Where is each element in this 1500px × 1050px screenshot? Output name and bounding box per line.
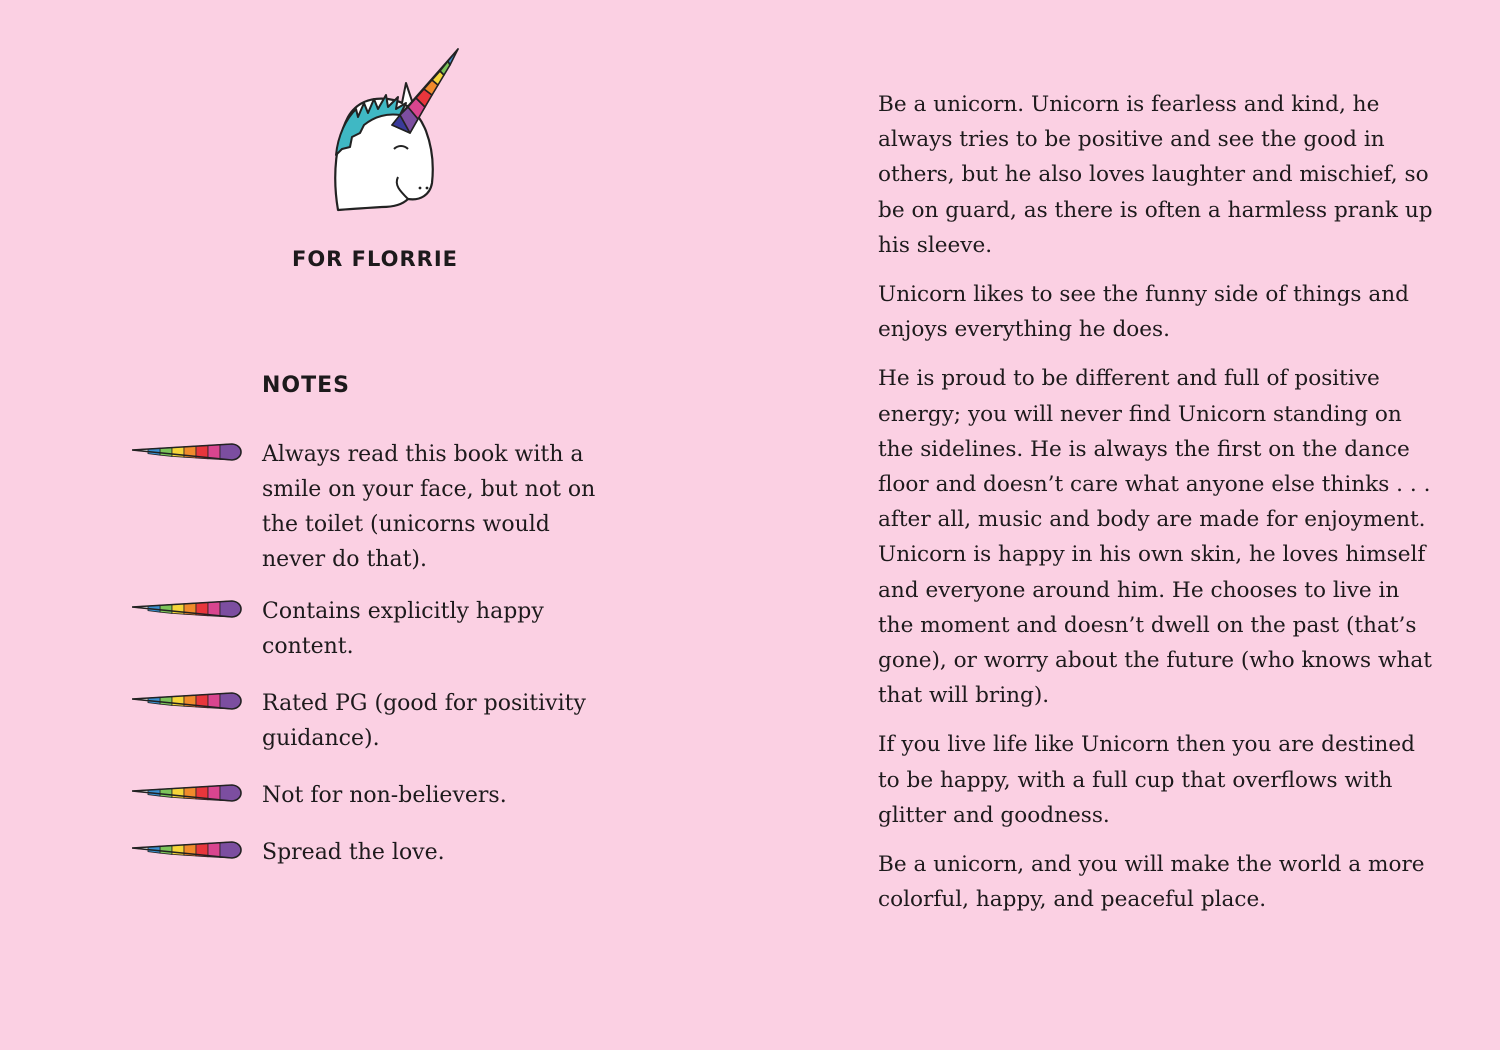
rainbow-horn-icon (132, 442, 246, 462)
note-text: Not for non-believers. (262, 783, 507, 808)
paragraph: If you live life like Unicorn then you are destined to be happy, with a full cup that overflows with glitter and goodness. (878, 732, 1415, 828)
notes-heading: NOTES (262, 373, 350, 398)
note-text: Spread the love. (262, 840, 445, 865)
paragraph: Unicorn likes to see the funny side of things and enjoys everything he does. (878, 282, 1409, 343)
rainbow-horn-icon (132, 599, 246, 619)
body-text (878, 87, 1434, 931)
paragraph: Be a unicorn. Unicorn is fearless and kind, he always tries to be positive and see the good in others, but he also loves laughter and mischief, so be on guard, as there is often a harmless prank up his sleeve. (878, 92, 1433, 258)
rainbow-horn-icon (132, 783, 246, 803)
unicorn-illustration (330, 45, 465, 215)
paragraph: Be a unicorn, and you will make the world a more colorful, happy, and peaceful place. (878, 852, 1425, 913)
paragraph: He is proud to be different and full of positive energy; you will never find Unicorn standing on the sidelines. He is always the first on the dance floor and doesn’t care what anyone else thinks . . . after all, music and body are made for enjoyment. Unicorn is happy in his own skin, he loves himself and everyone around him. He chooses to live in the moment and doesn’t dwell on the past (that’s gone), or worry about the future (who knows what that will bring). (878, 366, 1432, 709)
rainbow-horn-icon (132, 691, 246, 711)
note-text: Contains explicitly happy content. (262, 599, 544, 659)
right-page (750, 0, 1500, 1050)
note-text: Always read this book with a smile on your face, but not on the toilet (unicorns would never do that). (262, 442, 596, 572)
rainbow-horn-icon (132, 840, 246, 860)
dedication: FOR FLORRIE (291, 247, 458, 271)
note-text: Rated PG (good for positivity guidance). (262, 691, 586, 751)
